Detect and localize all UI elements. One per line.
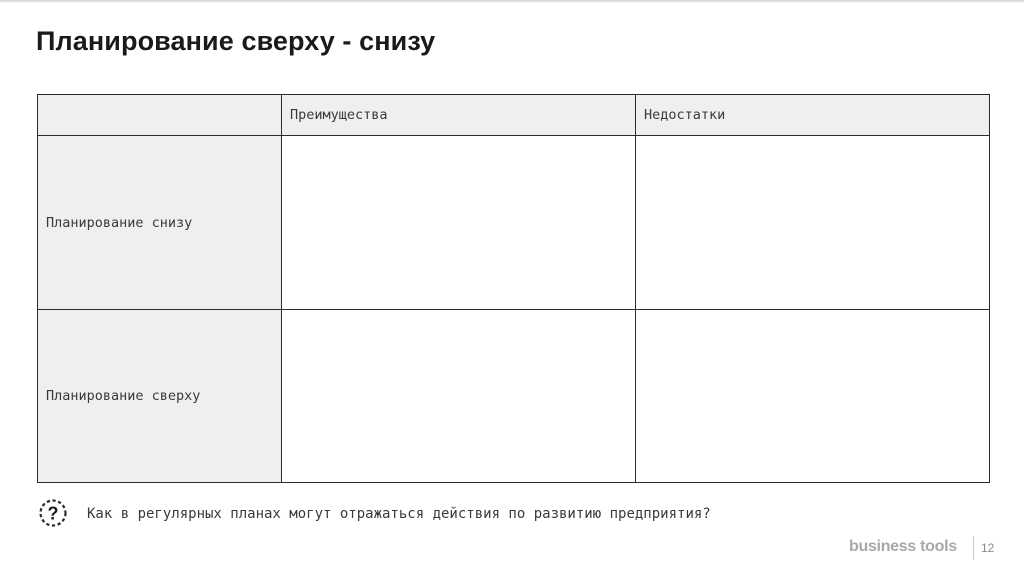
table-row <box>38 310 990 483</box>
question-icon <box>38 498 68 528</box>
cell-advantages-bottom-up[interactable] <box>282 136 636 310</box>
table-corner-cell <box>38 95 282 136</box>
brand-divider <box>973 536 974 560</box>
svg-text:?: ? <box>47 503 59 524</box>
page-number: 12 <box>981 541 995 555</box>
header-advantages: Преимущества <box>282 95 636 136</box>
top-shadow <box>0 0 1024 3</box>
row-label-top-down: Планирование сверху <box>38 310 282 483</box>
comparison-table <box>37 94 990 483</box>
cell-disadvantages-bottom-up[interactable] <box>636 136 990 310</box>
slide-title: Планирование сверху - снизу <box>36 26 436 56</box>
table-header-row <box>38 95 990 136</box>
row-label-bottom-up: Планирование снизу <box>38 136 282 310</box>
brand-logo: business tools <box>849 538 957 555</box>
header-disadvantages: Недостатки <box>636 95 990 136</box>
cell-advantages-top-down[interactable] <box>282 310 636 483</box>
cell-disadvantages-top-down[interactable] <box>636 310 990 483</box>
table-row <box>38 136 990 310</box>
question-text: Как в регулярных планах могут отражаться действия по развитию предприятия? <box>87 506 711 522</box>
